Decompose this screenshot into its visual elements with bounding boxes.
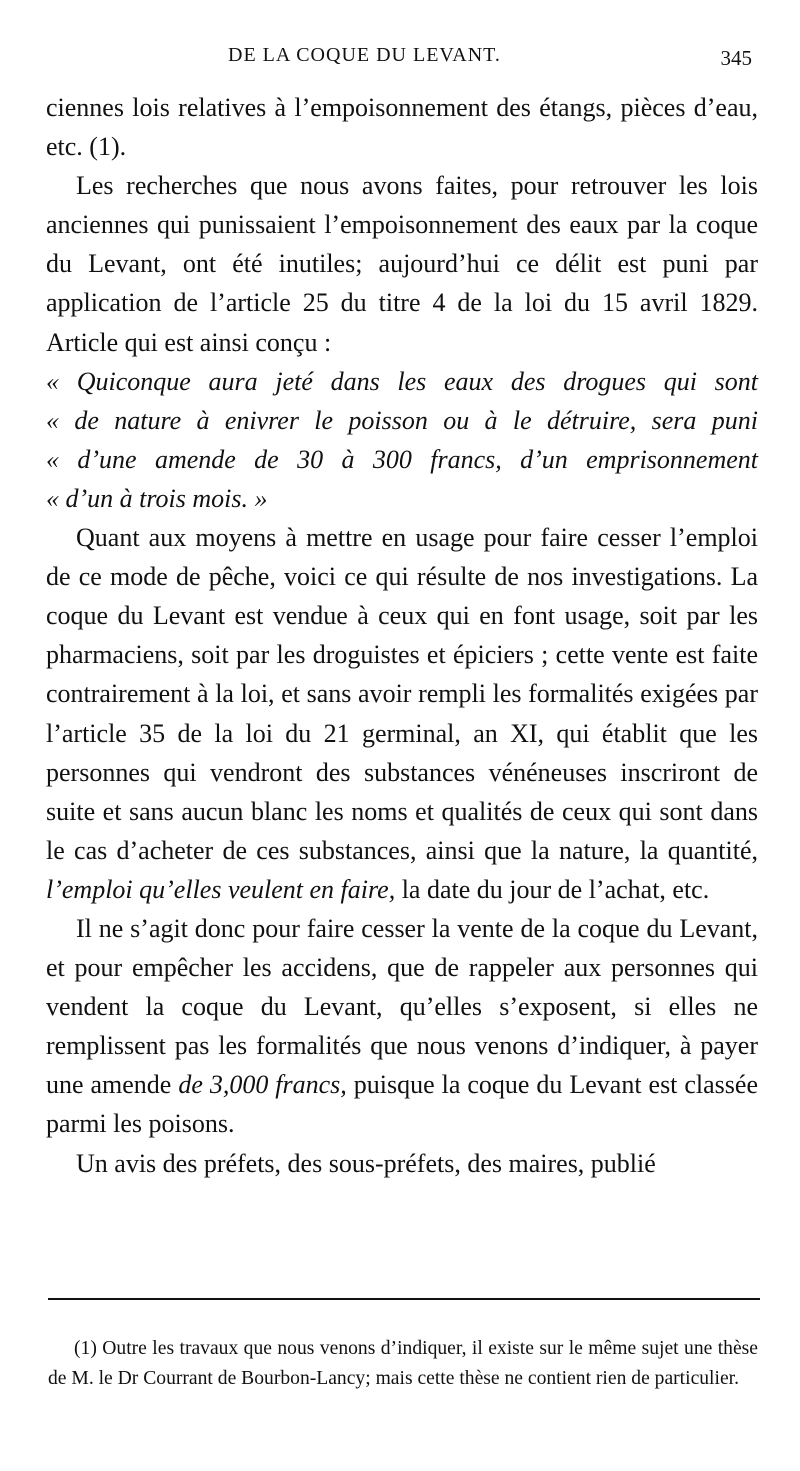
quote-line: « d’un à trois mois. » xyxy=(46,483,268,513)
page-number: 345 xyxy=(720,46,752,70)
quote-line: « d’une amende de 30 à 300 francs, d’un emprisonnement xyxy=(46,444,758,474)
paragraph-amende xyxy=(46,909,758,1144)
law-quotation xyxy=(46,362,758,518)
quote-line: « de nature à enivrer le poisson ou à le détruire, sera puni xyxy=(46,405,758,435)
paragraph-moyens-text: Quant aux moyens à mettre en usage pour faire cesser l’emploi de ce mode de pêche, voici ce qui résulte de nos investigations. La coque du Levant est vendue à ceux qui en font usage, soit par les pharmaciens, soit par les droguistes et épiciers ; cette vente est faite contrairement à la loi, et sans avoir rempli les formalités exigées par l’article 35 de la loi du 21 germinal, an XI, qui établit que les personnes qui vendront des substances vénéneuses inscriront de suite et sans aucun blanc les noms et qualités de ceux qui sont dans le cas d’acheter de ces substances, ainsi que la nature, la quantité, xyxy=(46,523,758,865)
paragraph-continued: ciennes lois relatives à l’empoisonnement des étangs, pièces d’eau, etc. (1). xyxy=(46,93,758,162)
footnote-rule xyxy=(48,1298,760,1300)
main-text xyxy=(46,88,758,1183)
footnote-text: (1) Outre les travaux que nous venons d’indiquer, il existe sur le même sujet une thèse de M. le Dr Courrant de Bourbon-Lancy; mais cette thèse ne contient rien de particulier. xyxy=(48,1338,758,1389)
page-header xyxy=(0,44,800,84)
paragraph-moyens xyxy=(46,518,758,909)
paragraph-recherches: Les recherches que nous avons faites, pour retrouver les lois anciennes qui punissaient l’empoisonnement des eaux par la coque du Levant, ont été inutiles; aujourd’hui ce délit est puni par application de l’article 25 du titre 4 de la loi du 15 avril 1829. Article qui est ainsi conçu : xyxy=(46,171,758,357)
paragraph-moyens-italic: l’emploi qu’elles veulent en faire, xyxy=(46,874,396,904)
footnote xyxy=(48,1334,758,1394)
paragraph-moyens-end: la date du jour de l’achat, etc. xyxy=(401,874,710,904)
paragraph-amende-italic: de 3,000 francs, xyxy=(178,1070,347,1100)
paragraph-amende-end: puisque la coque du Levant est classée parmi les poisons. xyxy=(46,1070,758,1139)
paragraph-avis: Un avis des préfets, des sous-préfets, des maires, publié xyxy=(76,1148,656,1178)
quote-line: « Quiconque aura jeté dans les eaux des drogues qui sont xyxy=(46,366,758,396)
paragraph-amende-text: Il ne s’agit donc pour faire cesser la vente de la coque du Levant, et pour empêcher les accidens, que de rappeler aux personnes qui vendent la coque du Levant, qu’elles s’exposent, si elles ne remplissent pas les formalités que nous venons d’indiquer, à payer une amende xyxy=(46,913,758,1100)
running-head: DE LA COQUE DU LEVANT. xyxy=(228,44,501,66)
